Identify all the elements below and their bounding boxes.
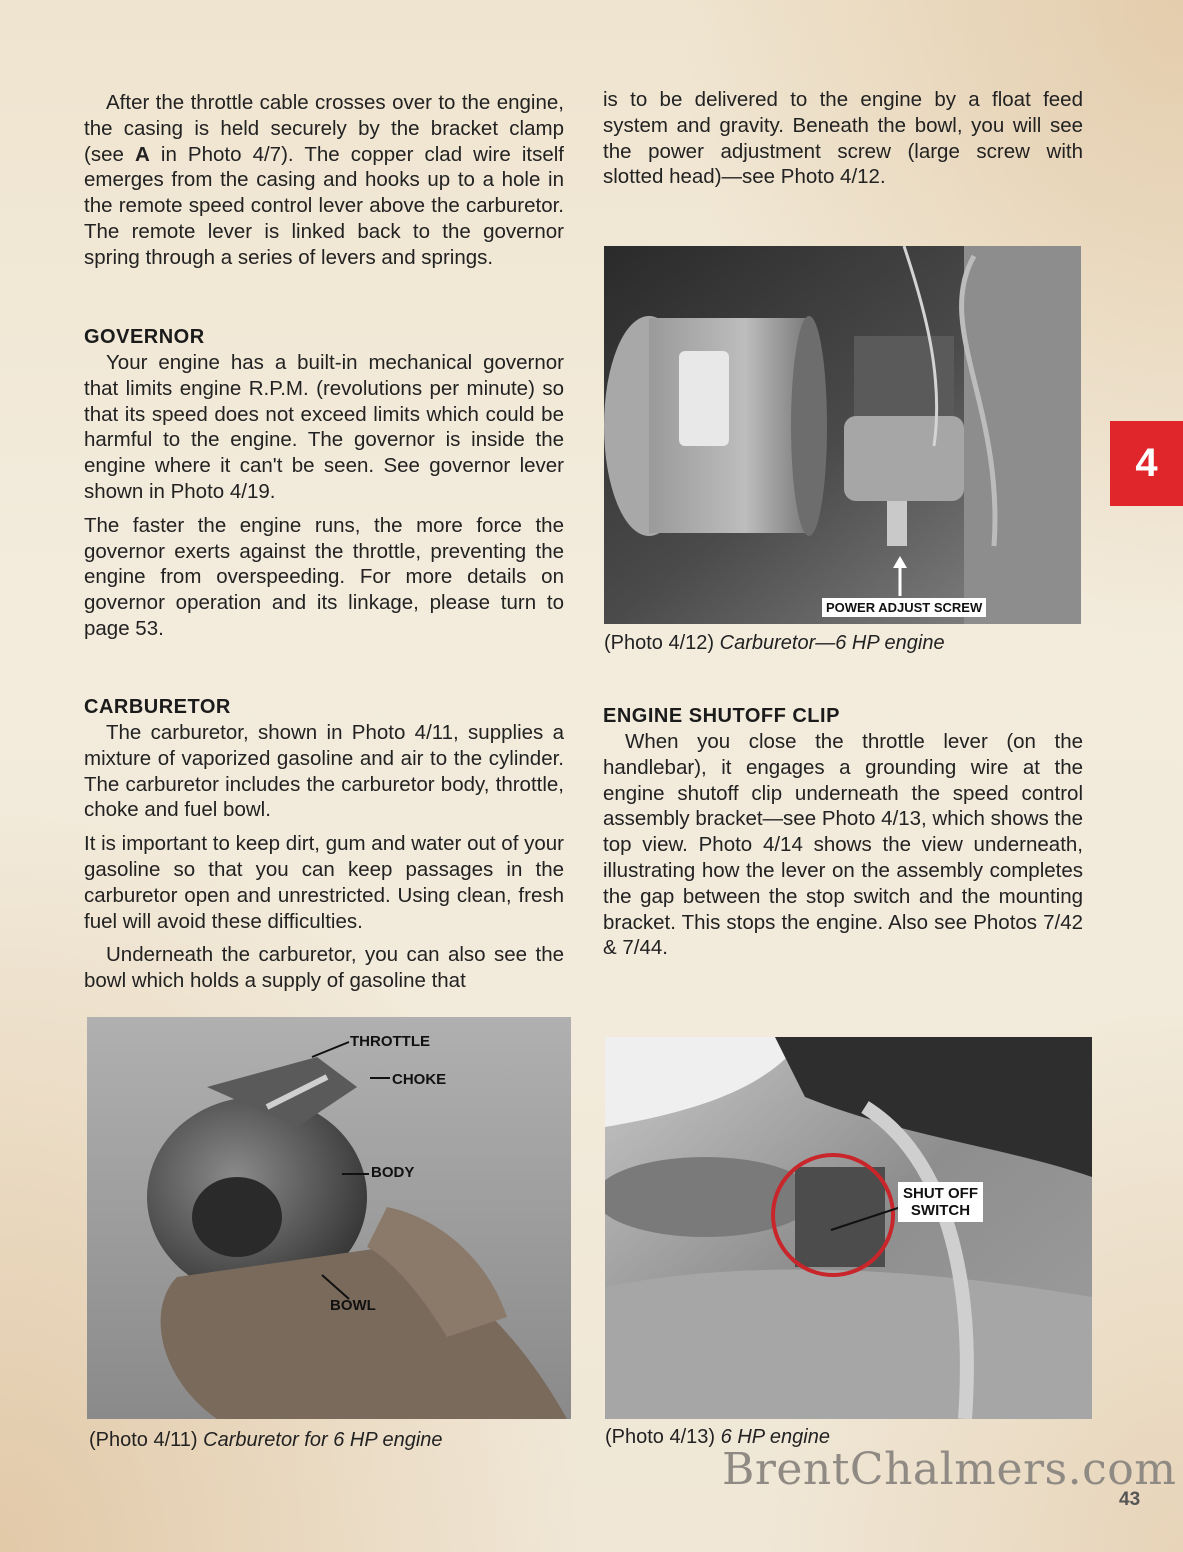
shut-off-switch-label: SHUT OFF SWITCH <box>898 1182 983 1222</box>
bowl-label: BOWL <box>330 1297 376 1314</box>
carburetor-6hp-photo <box>604 246 1081 624</box>
governor-paragraph-1: Your engine has a built-in mechanical governor that limits engine R.P.M. (revolutions per minute) so that its speed does not exceed limits which could be harmful to the engine. The governor is inside the engine where it can't be seen. See governor lever shown in Photo 4/19. <box>84 351 564 503</box>
intro-paragraph: After the throttle cable crosses over to the engine, the casing is held securely by the bracket clamp (see A in Photo 4/7). The copper clad wire itself emerges from the casing and hooks up to a hole in the remote speed control lever above the carburetor. The remote lever is linked back to the governor spring through a series of levers and springs. <box>84 91 564 269</box>
left-column <box>84 90 564 271</box>
governor-paragraph-2: The faster the engine runs, the more force the governor exerts against the throttle, preventing the engine from overspeeding. For more details on governor operation and its linkage, please turn to page 53. <box>84 513 564 640</box>
shutoff-switch-photo <box>605 1037 1092 1419</box>
governor-heading: GOVERNOR <box>84 326 205 348</box>
continued-paragraph: is to be delivered to the engine by a float feed system and gravity. Beneath the bowl, you will see the power adjustment screw (large screw with slotted head)—see Photo 4/12. <box>603 88 1083 189</box>
photo-4-11-caption: (Photo 4/11) Carburetor for 6 HP engine <box>89 1429 443 1451</box>
carburetor-paragraph-3: Underneath the carburetor, you can also see the bowl which holds a supply of gasoline that <box>84 943 564 993</box>
choke-label: CHOKE <box>392 1071 447 1088</box>
power-adjust-screw-label: POWER ADJUST SCREW <box>822 598 986 617</box>
photo-4-13 <box>605 1037 1092 1419</box>
shutoff-heading: ENGINE SHUTOFF CLIP <box>603 705 840 727</box>
shutoff-paragraph: When you close the throttle lever (on the handlebar), it engages a grounding wire at the engine shutoff clip underneath the speed control assembly bracket—see Photo 4/13, which shows the top view. Photo 4/14 shows the view underneath, illustrating how the lever on the assembly completes the gap between the stop switch and the mounting bracket. This stops the engine. Also see Photos 7/42 & 7/44. <box>603 730 1083 960</box>
page-number: 43 <box>1119 1489 1141 1510</box>
carburetor-paragraph-2: It is important to keep dirt, gum and water out of your gasoline so that you can keep passages in the carburetor open and unrestricted. Using clean, fresh fuel will avoid these difficulties. <box>84 832 564 933</box>
photo-4-12 <box>604 246 1081 624</box>
carburetor-in-hand-photo <box>87 1017 571 1419</box>
photo-4-11 <box>87 1017 571 1419</box>
body-label: BODY <box>371 1164 415 1181</box>
chapter-tab: 4 <box>1110 421 1183 506</box>
shutoff-section <box>603 703 1083 961</box>
right-column-continued <box>603 87 1083 190</box>
throttle-label: THROTTLE <box>350 1033 430 1050</box>
photo-4-13-caption: (Photo 4/13) 6 HP engine <box>605 1426 830 1448</box>
photo-4-12-caption: (Photo 4/12) Carburetor—6 HP engine <box>604 632 945 654</box>
governor-section <box>84 324 564 642</box>
carburetor-heading: CARBURETOR <box>84 696 231 718</box>
carburetor-paragraph-1: The carburetor, shown in Photo 4/11, supplies a mixture of vaporized gasoline and air to the cylinder. The carburetor includes the carburetor body, throttle, choke and fuel bowl. <box>84 721 564 822</box>
carburetor-section <box>84 694 564 994</box>
watermark: BrentChalmers.com <box>722 1444 1177 1495</box>
